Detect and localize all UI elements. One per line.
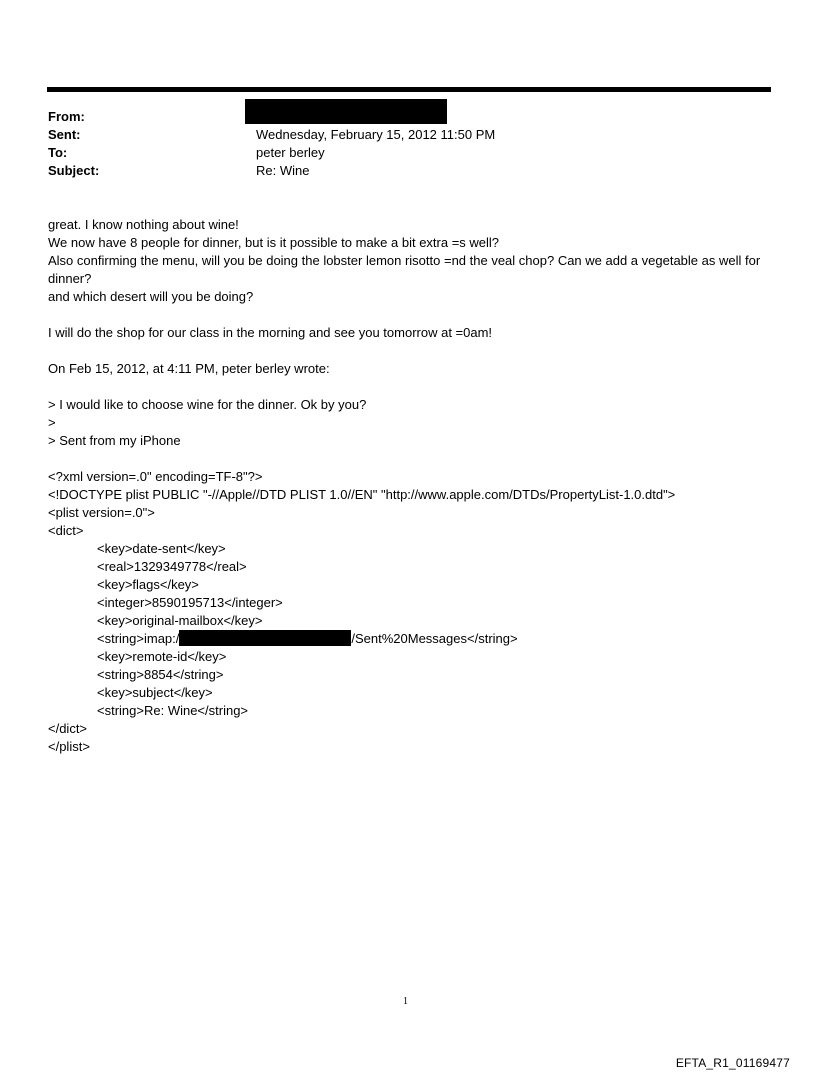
plist-line: </dict> bbox=[48, 721, 88, 736]
plist-line: <string>Re: Wine</string> bbox=[97, 703, 249, 718]
subject-value: Re: Wine bbox=[256, 163, 310, 178]
plist-line: </plist> bbox=[48, 739, 90, 754]
plist-line: <plist version=.0"> bbox=[48, 505, 155, 520]
quoted-line: > bbox=[48, 415, 56, 430]
redaction-imap bbox=[179, 630, 351, 646]
plist-line: <?xml version=.0" encoding=TF-8"?> bbox=[48, 469, 263, 484]
to-value: peter berley bbox=[256, 145, 325, 160]
sent-row bbox=[48, 126, 495, 144]
plist-line: <real>1329349778</real> bbox=[97, 559, 247, 574]
header-rule bbox=[47, 87, 771, 92]
plist-line-imap bbox=[48, 630, 773, 648]
document-id: EFTA_R1_01169477 bbox=[675, 1056, 790, 1070]
plist-line: <dict> bbox=[48, 523, 84, 538]
sent-value: Wednesday, February 15, 2012 11:50 PM bbox=[256, 127, 496, 142]
body-line: We now have 8 people for dinner, but is it possible to make a bit extra =s well? bbox=[48, 235, 500, 250]
imap-prefix: <string>imap:/ bbox=[97, 631, 180, 646]
body-line: great. I know nothing about wine! bbox=[48, 217, 239, 232]
plist-line: <key>flags</key> bbox=[97, 577, 199, 592]
body-line: I will do the shop for our class in the morning and see you tomorrow at =0am! bbox=[48, 325, 493, 340]
sent-label: Sent: bbox=[48, 127, 81, 142]
imap-suffix: /Sent%20Messages</string> bbox=[351, 631, 518, 646]
plist-line: <key>subject</key> bbox=[97, 685, 213, 700]
plist-line: <integer>8590195713</integer> bbox=[97, 595, 283, 610]
body-line: and which desert will you be doing? bbox=[48, 289, 254, 304]
from-row bbox=[48, 108, 495, 126]
quote-attribution: On Feb 15, 2012, at 4:11 PM, peter berley wrote: bbox=[48, 361, 330, 376]
to-label: To: bbox=[48, 145, 68, 160]
plist-line: <key>original-mailbox</key> bbox=[97, 613, 263, 628]
page-number: 1 bbox=[403, 996, 408, 1007]
from-label: From: bbox=[48, 109, 85, 124]
plist-line: <key>remote-id</key> bbox=[97, 649, 227, 664]
email-body bbox=[48, 216, 773, 756]
plist-line: <key>date-sent</key> bbox=[97, 541, 226, 556]
plist-line: <!DOCTYPE plist PUBLIC "-//Apple//DTD PLIST 1.0//EN" "http://www.apple.com/DTDs/PropertyList-1.0.dtd"> bbox=[48, 487, 676, 502]
body-line: Also confirming the menu, will you be doing the lobster lemon risotto =nd the veal chop? Can we add a vegetable as well for dinner? bbox=[48, 253, 761, 286]
plist-line: <string>8854</string> bbox=[97, 667, 224, 682]
to-row bbox=[48, 144, 495, 162]
quoted-line: > Sent from my iPhone bbox=[48, 433, 181, 448]
subject-label: Subject: bbox=[48, 163, 100, 178]
quoted-line: > I would like to choose wine for the dinner. Ok by you? bbox=[48, 397, 367, 412]
email-header bbox=[48, 108, 495, 180]
subject-row bbox=[48, 162, 495, 180]
